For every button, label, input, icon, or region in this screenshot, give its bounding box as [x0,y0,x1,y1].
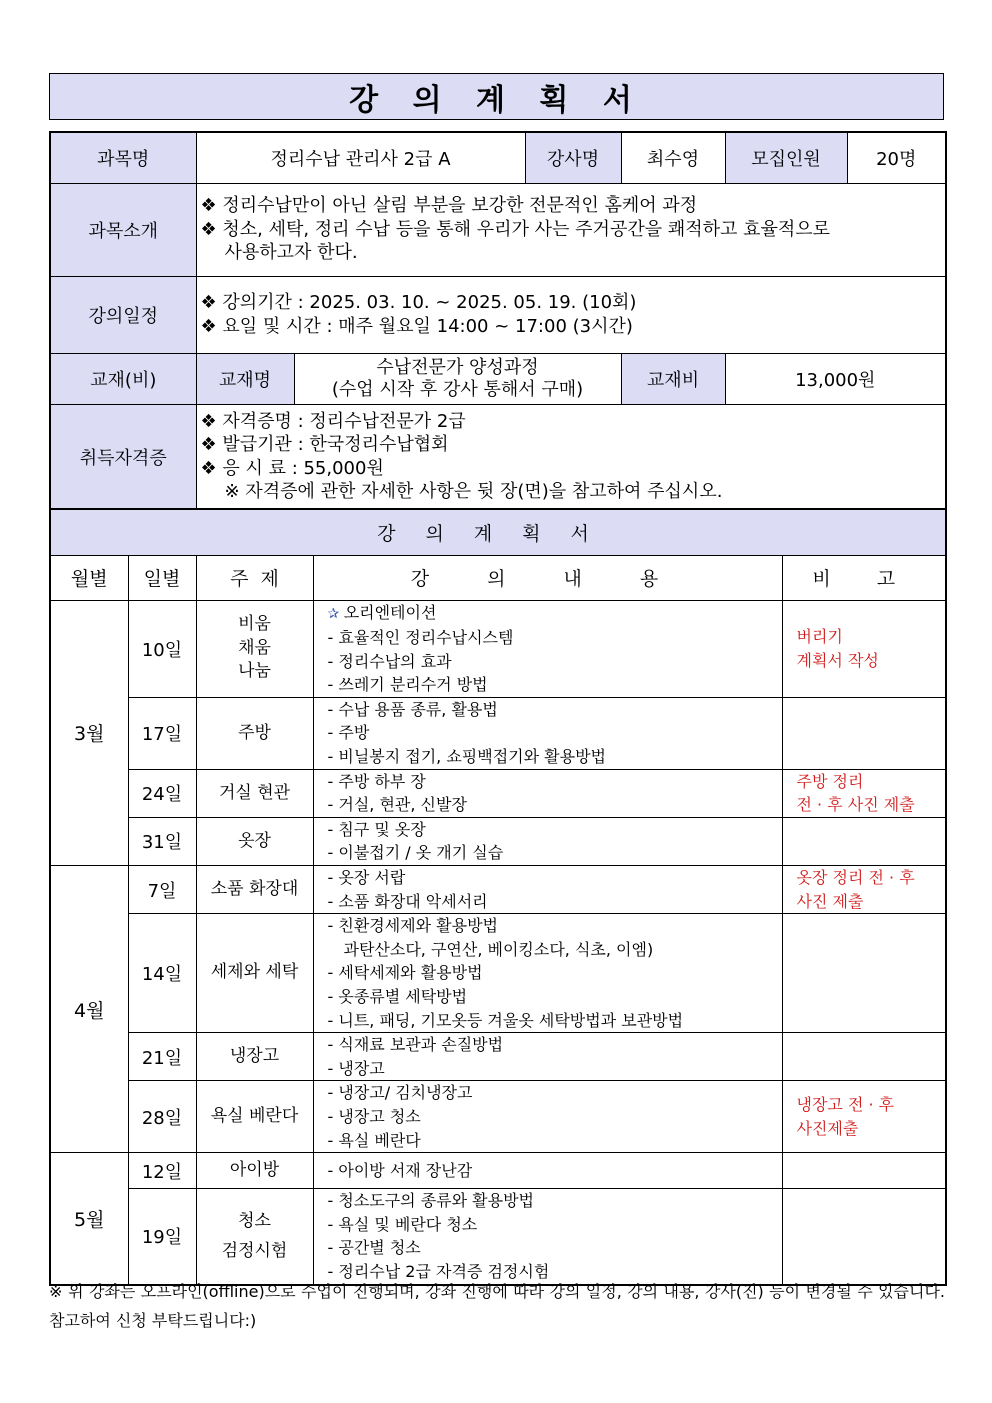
content-line: - 냉장고/ 김치냉장고 [327,1083,473,1103]
day-cell: 24일 [128,769,196,817]
book-name-value: 수납전문가 양성과정 (수업 시작 후 강사 통해서 구매) [294,353,621,404]
note-cell [782,1033,946,1081]
bullet-icon: ❖ [200,218,223,240]
topic-line: 청소 [238,1211,271,1232]
topic-line: 나눔 [238,661,271,682]
note-cell [782,866,946,914]
day-cell: 21일 [128,1033,196,1081]
course-info-table [49,131,947,511]
note-header: 비 고 [782,555,946,600]
lecture-plan-table [49,508,947,1286]
table-row [50,1033,946,1081]
plan-title-row [50,509,946,555]
content-cell [313,817,782,865]
topic-line: 아이방 [229,1159,280,1180]
table-row [50,1189,946,1285]
book-fee-value: 13,000원 [725,353,946,404]
footer-notice: ※ 위 강좌는 오프라인(offline)으로 수업이 진행되며, 강좌 진행에 따라 강의 일정, 강의 내용, 강사(진) 등이 변경될 수 있습니다. 참고하여 신청 부탁드립니다:) [49,1282,945,1330]
table-row [50,1153,946,1189]
content-line: - 냉장고 청소 [327,1106,421,1126]
bullet-icon: ❖ [200,434,223,456]
topic-line: 소품 화장대 [210,878,299,899]
content-line: - 식재료 보관과 손질방법 [327,1035,504,1055]
content-cell [313,600,782,697]
cert-content: ❖ 자격증명 : 정리수납전문가 2급 ❖ 발급기관 : 한국정리수납협회 ❖ 응 시 료 : 55,000원 ※ 자격증에 관한 자세한 사항은 뒷 장(면)을 참고하여 주십시오. [196,404,946,510]
month-cell: 5월 [50,1153,128,1285]
topic-line: 검정시험 [221,1241,288,1262]
table-row [50,697,946,769]
note-cell [782,1081,946,1153]
note-cell [782,600,946,697]
topic-cell [196,914,313,1033]
content-line: - 아이방 서재 장난감 [327,1160,473,1180]
topic-line: 거실 현관 [218,782,291,803]
content-line: - 청소도구의 종류와 활용방법 [327,1191,535,1211]
note-line: 계획서 작성 [796,650,879,670]
book-name-label: 교재명 [196,353,294,404]
note-line: 사진 제출 [796,891,864,911]
content-cell [313,914,782,1033]
content-cell [313,866,782,914]
content-line: - 옷장 서랍 [327,868,406,888]
table-row [50,769,946,817]
content-cell [313,1033,782,1081]
content-line: - 냉장고 [327,1058,385,1078]
month-header: 월별 [50,555,128,600]
document-title: 강 의 계 획 서 [49,73,944,120]
bullet-icon: ❖ [200,292,223,313]
day-cell: 31일 [128,817,196,865]
note-cell [782,914,946,1033]
topic-line: 채움 [238,637,271,658]
instructor-label: 강사명 [525,132,621,183]
content-cell [313,1153,782,1189]
subject-value: 정리수납 관리사 2급 A [196,132,525,183]
topic-line: 세제와 세탁 [210,962,299,983]
content-line: - 이불접기 / 옷 개기 실습 [327,843,504,863]
topic-cell [196,1081,313,1153]
note-cell [782,697,946,769]
content-line: - 공간별 청소 [327,1238,421,1258]
content-line: - 니트, 패딩, 기모옷등 겨울옷 세탁방법과 보관방법 [327,1010,684,1030]
content-header: 강 의 내 용 [313,555,782,600]
topic-cell [196,1033,313,1081]
content-line: - 욕실 베란다 [327,1130,421,1150]
topic-cell [196,697,313,769]
content-line: - 친환경세제와 활용방법 [327,916,499,936]
topic-line: 옷장 [238,830,271,851]
table-row [50,866,946,914]
note-cell [782,817,946,865]
month-cell: 3월 [50,600,128,866]
day-cell: 28일 [128,1081,196,1153]
day-cell: 7일 [128,866,196,914]
note-line: 주방 정리 [796,771,864,791]
star-icon: ✰ [327,605,344,622]
bullet-icon: ❖ [200,195,223,217]
schedule-content: ❖ 강의기간 : 2025. 03. 10. ~ 2025. 05. 19. (10회) ❖ 요일 및 시간 : 매주 월요일 14:00 ~ 17:00 (3시간) [196,276,946,353]
topic-line: 비움 [238,614,271,635]
day-cell: 10일 [128,600,196,697]
topic-cell [196,1189,313,1285]
topic-cell [196,817,313,865]
note-cell [782,769,946,817]
topic-line: 욕실 베란다 [210,1106,299,1127]
book-label: 교재(비) [50,353,196,404]
book-fee-label: 교재비 [621,353,725,404]
topic-line: 주방 [238,722,271,743]
content-line: - 주방 [327,723,370,743]
note-line: 냉장고 전 · 후 [796,1095,895,1115]
note-line: 옷장 정리 전 · 후 [796,868,915,888]
day-header: 일별 [128,555,196,600]
table-row [50,600,946,697]
content-line: - 효율적인 정리수납시스템 [327,628,514,648]
content-cell [313,769,782,817]
content-line: - 정리수납 2급 자격증 검정시험 [327,1262,550,1281]
plan-header-row [50,555,946,600]
topic-cell [196,866,313,914]
capacity-label: 모집인원 [725,132,847,183]
note-line: 사진제출 [796,1118,859,1138]
content-line: - 거실, 현관, 신발장 [327,795,467,815]
content-cell [313,1189,782,1285]
bullet-icon: ❖ [200,315,223,337]
content-line: - 세탁세제와 활용방법 [327,963,483,983]
note-line: 전 · 후 사진 제출 [796,795,915,815]
topic-line: 냉장고 [229,1046,280,1067]
schedule-label: 강의일정 [50,276,196,353]
month-cell: 4월 [50,866,128,1153]
content-line: 과탄산소다, 구연산, 베이킹소다, 식초, 이엠) [343,939,654,959]
topic-cell [196,600,313,697]
content-line: - 비닐봉지 접기, 쇼핑백접기와 활용방법 [327,747,606,767]
capacity-value: 20명 [847,132,946,183]
content-line: - 옷종류별 세탁방법 [327,987,468,1006]
note-cell [782,1189,946,1285]
content-line: - 주방 하부 장 [327,771,426,791]
day-cell: 17일 [128,697,196,769]
content-line: - 수납 용품 종류, 활용법 [327,699,498,719]
topic-header: 주 제 [196,555,313,600]
topic-cell [196,769,313,817]
intro-label: 과목소개 [50,183,196,276]
subject-label: 과목명 [50,132,196,183]
note-cell [782,1153,946,1189]
plan-title: 강의계획서 [50,509,946,555]
cert-label: 취득자격증 [50,404,196,510]
instructor-value: 최수영 [621,132,725,183]
note-line: 버리기 [796,627,843,647]
day-cell: 12일 [128,1153,196,1189]
content-line: - 욕실 및 베란다 청소 [327,1214,478,1234]
content-cell [313,697,782,769]
intro-content: ❖ 정리수납만이 아닌 살림 부분을 보강한 전문적인 홈케어 과정 ❖ 청소, 세탁, 정리 수납 등을 통해 우리가 사는 주거공간을 쾌적하고 효율적으로 사용하고자 한다. [196,183,946,276]
table-row [50,817,946,865]
table-row [50,914,946,1033]
content-line: - 침구 및 옷장 [327,819,426,839]
content-line: - 정리수납의 효과 [327,651,452,671]
topic-cell [196,1153,313,1189]
day-cell: 14일 [128,914,196,1033]
bullet-icon: ❖ [200,457,223,479]
content-cell [313,1081,782,1153]
content-line: - 쓰레기 분리수거 방법 [327,675,488,695]
content-line: ✰ 오리엔테이션 [327,602,437,622]
day-cell: 19일 [128,1189,196,1285]
bullet-icon: ❖ [200,410,223,432]
table-row [50,1081,946,1153]
content-line: - 소품 화장대 악세서리 [327,891,488,911]
